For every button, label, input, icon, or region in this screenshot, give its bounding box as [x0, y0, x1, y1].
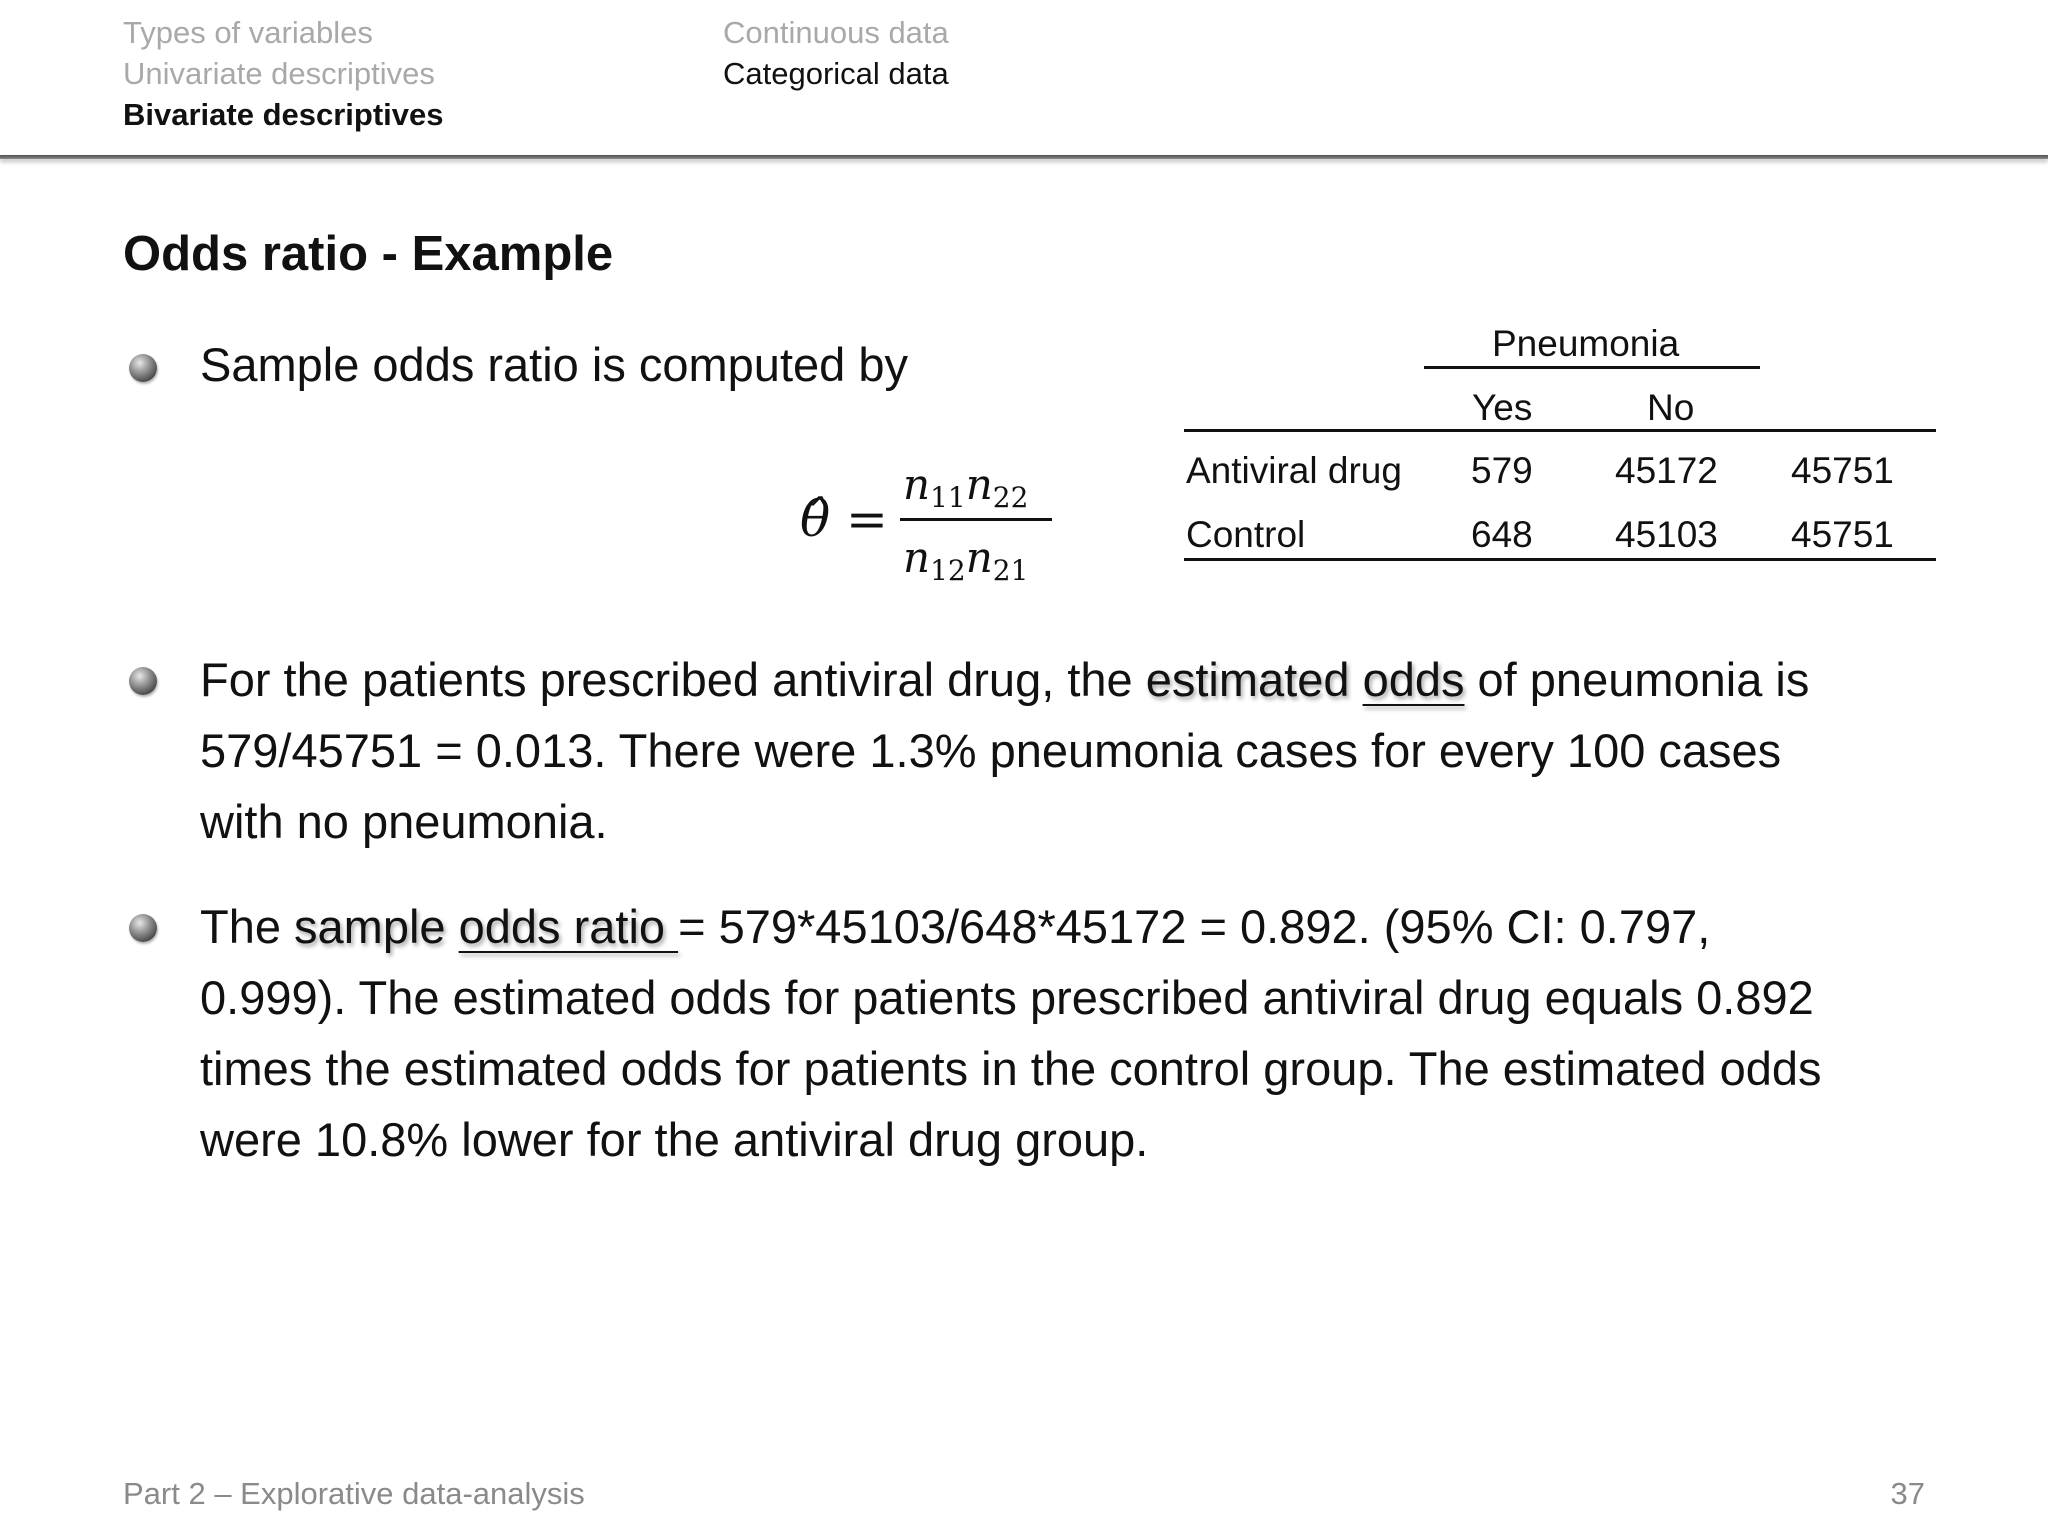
bullet-line: The sample odds ratio = 579*45103/648*45172 = 0.892. (95% CI: 0.797,	[200, 900, 1711, 953]
bullet-line: with no pneumonia.	[200, 795, 608, 848]
cell-antiviral-total: 45751	[1791, 450, 1894, 491]
nav-item-categorical-data[interactable]: Categorical data	[723, 56, 949, 91]
formula-denominator: $n_{12}n_{21}$	[903, 533, 1029, 587]
row-label-control: Control	[1186, 514, 1306, 555]
group-header-rule	[1424, 366, 1760, 369]
nav-item-univariate-descriptives[interactable]: Univariate descriptives	[123, 56, 435, 91]
cell-control-total: 45751	[1791, 514, 1894, 555]
footer-section-title: Part 2 – Explorative data-analysis	[123, 1476, 585, 1511]
highlight-odds-ratio: odds ratio	[458, 900, 679, 953]
fraction-bar	[900, 518, 1052, 521]
bullet-icon	[129, 354, 157, 382]
nav-item-bivariate-descriptives[interactable]: Bivariate descriptives	[123, 97, 444, 132]
bullet-text-sample-odds-ratio-result	[200, 891, 1822, 1175]
bullet-line: 0.999). The estimated odds for patients prescribed antiviral drug equals 0.892	[200, 971, 1814, 1024]
nav-item-continuous-data[interactable]: Continuous data	[723, 15, 949, 50]
table-group-header: Pneumonia	[1492, 323, 1680, 364]
bullet-icon	[129, 914, 157, 942]
header-divider	[0, 155, 2048, 159]
bottom-rule	[1184, 558, 1936, 561]
cell-antiviral-no: 45172	[1615, 450, 1718, 491]
col-header-yes: Yes	[1472, 387, 1533, 428]
bullet-line: For the patients prescribed antiviral drug, the estimated odds of pneumonia is	[200, 653, 1810, 706]
highlight-sample: sample	[294, 900, 446, 953]
col-header-no: No	[1647, 387, 1695, 428]
page-number: 37	[1890, 1476, 1925, 1511]
row-label-antiviral-drug: Antiviral drug	[1186, 450, 1402, 491]
cell-control-no: 45103	[1615, 514, 1718, 555]
bullet-line: times the estimated odds for patients in the control group. The estimated odds	[200, 1042, 1822, 1095]
header-rule	[1184, 429, 1936, 432]
nav-sections	[123, 12, 444, 135]
formula-numerator: $n_{11}n_{22}$	[903, 460, 1029, 514]
formula-lhs: θ̂ =	[800, 490, 888, 548]
cell-control-yes: 648	[1471, 514, 1533, 555]
nav-item-types-of-variables[interactable]: Types of variables	[123, 15, 373, 50]
odds-ratio-formula	[800, 460, 1060, 590]
contingency-table	[1180, 320, 1940, 570]
highlight-estimated: estimated	[1145, 653, 1350, 706]
highlight-odds: odds	[1362, 653, 1465, 706]
bullet-icon	[129, 667, 157, 695]
bullet-text-estimated-odds	[200, 644, 1809, 857]
nav-subsections	[723, 12, 949, 94]
navigation-header	[0, 0, 2048, 156]
bullet-line: 579/45751 = 0.013. There were 1.3% pneumonia cases for every 100 cases	[200, 724, 1782, 777]
cell-antiviral-yes: 579	[1471, 450, 1533, 491]
slide-title: Odds ratio - Example	[123, 227, 614, 281]
bullet-line: were 10.8% lower for the antiviral drug group.	[200, 1113, 1149, 1166]
bullet-text-sample-odds-ratio: Sample odds ratio is computed by	[200, 338, 908, 391]
